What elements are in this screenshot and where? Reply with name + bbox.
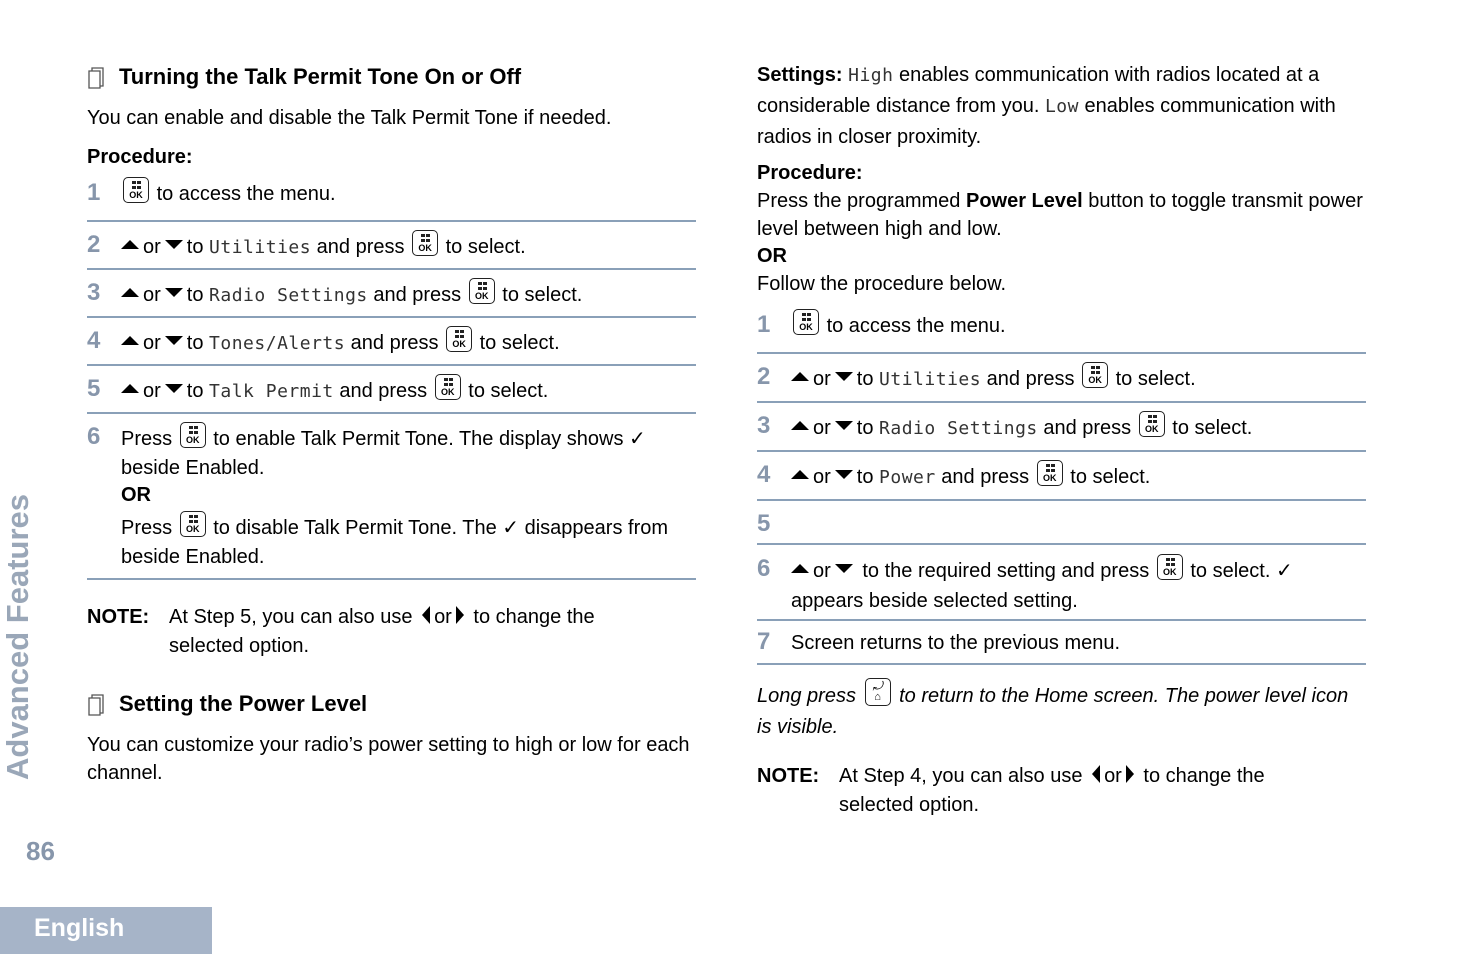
step-text: to select. ✓ appears beside selected setting. (791, 560, 1293, 612)
step-number: 2 (757, 363, 771, 390)
settings-paragraph (757, 60, 1366, 152)
up-arrow-icon (121, 384, 139, 393)
step-1 (757, 306, 1366, 354)
step-number: 1 (87, 179, 101, 206)
down-arrow-icon (165, 288, 183, 297)
step-3 (87, 270, 696, 318)
page-number: 86 (26, 836, 55, 866)
to-select-text: to select. (445, 236, 526, 258)
note-text: to change the selected option. (169, 606, 595, 657)
language-tab (0, 907, 212, 954)
down-arrow-icon (835, 421, 853, 430)
note-tag: NOTE: (87, 606, 150, 628)
or-text: or (143, 380, 161, 402)
setting-high: High (848, 65, 894, 86)
step-text: Screen returns to the previous menu. (791, 632, 1121, 654)
menu-ok-icon: OK (1139, 411, 1165, 437)
step-7 (757, 621, 1366, 665)
menu-item-name: Utilities (879, 369, 982, 390)
down-arrow-icon (165, 240, 183, 249)
menu-item-name: Power (879, 467, 936, 488)
step-5 (87, 366, 696, 414)
menu-ok-icon: OK (412, 230, 438, 256)
down-arrow-icon (835, 372, 853, 381)
or-text: or (813, 368, 831, 390)
note-left (87, 603, 696, 661)
menu-ok-icon: OK (469, 278, 495, 304)
instruction-text: button to toggle transmit power level between high and low. (757, 190, 1363, 240)
and-press-text: and press (339, 380, 428, 402)
step-number: 5 (87, 375, 101, 402)
up-arrow-icon (121, 240, 139, 249)
instruction-text: Press the programmed (757, 190, 961, 212)
power-level-heading (87, 691, 367, 717)
step-number: 3 (87, 279, 101, 306)
menu-ok-icon: OK (180, 511, 206, 537)
or-text: or (143, 236, 161, 258)
or-text: or (813, 417, 831, 439)
step-1 (87, 174, 696, 222)
right-steps (757, 306, 1366, 665)
left-arrow-icon (1092, 765, 1100, 783)
power-level-button-name: Power Level (965, 190, 1083, 212)
step-number: 7 (757, 628, 771, 655)
up-arrow-icon (791, 564, 809, 573)
or-label: OR (121, 484, 151, 506)
up-arrow-icon (121, 336, 139, 345)
menu-ok-icon: OK (180, 422, 206, 448)
note-text: At Step 5, you can also use (169, 606, 413, 628)
down-arrow-icon (165, 384, 183, 393)
press-text: Press (121, 517, 173, 539)
to-select-text: to select. (1172, 417, 1253, 439)
note-right (757, 762, 1366, 820)
step-4 (87, 318, 696, 366)
step-number: 6 (87, 423, 101, 450)
step-text: to the required setting and press (862, 560, 1150, 582)
to-text: to (186, 380, 204, 402)
step-number: 2 (87, 231, 101, 258)
enable-text: to enable Talk Permit Tone. The display shows ✓ beside Enabled. (121, 428, 646, 479)
step-3 (757, 403, 1366, 452)
menu-ok-icon: OK (446, 326, 472, 352)
to-text: to (856, 417, 874, 439)
step-2 (757, 354, 1366, 403)
and-press-text: and press (350, 332, 439, 354)
and-press-text: and press (1043, 417, 1132, 439)
step-6 (87, 414, 696, 580)
section-side-title: Advanced Features (0, 494, 35, 780)
to-select-text: to select. (1115, 368, 1196, 390)
up-arrow-icon (791, 421, 809, 430)
settings-text: enables communication with radios located at a considerable distance from you. (757, 64, 1320, 117)
step-number: 3 (757, 412, 771, 439)
step-text: to access the menu. (826, 315, 1006, 337)
to-select-text: to select. (479, 332, 560, 354)
menu-ok-icon: OK (435, 374, 461, 400)
menu-ok-icon: OK (1037, 460, 1063, 486)
and-press-text: and press (373, 284, 462, 306)
right-arrow-icon (456, 606, 464, 624)
to-select-text: to select. (1070, 466, 1151, 488)
power-level-instruction (757, 187, 1366, 243)
settings-text: enables communication with radios in closer proximity. (757, 95, 1336, 148)
language-label: English (34, 914, 125, 942)
follow-text: Follow the procedure below. (757, 273, 1007, 295)
up-arrow-icon (121, 288, 139, 297)
menu-item-name: Utilities (209, 237, 312, 258)
and-press-text: and press (986, 368, 1075, 390)
to-text: to (186, 236, 204, 258)
power-level-heading-text: Setting the Power Level (119, 691, 368, 716)
left-arrow-icon (422, 606, 430, 624)
note-tag: NOTE: (757, 765, 820, 787)
talk-permit-heading-text: Turning the Talk Permit Tone On or Off (119, 64, 522, 89)
step-number: 1 (757, 311, 771, 338)
long-press-paragraph (757, 678, 1366, 743)
power-level-intro: You can customize your radio’s power setting to high or low for each channel. (87, 734, 690, 784)
or-text: or (434, 606, 452, 628)
note-text: At Step 4, you can also use (839, 765, 1083, 787)
setting-low: Low (1044, 96, 1079, 117)
procedure-label: Procedure: (87, 146, 193, 168)
menu-item-name: Radio Settings (879, 418, 1038, 439)
step-2 (87, 222, 696, 270)
to-text: to (186, 284, 204, 306)
or-text: or (813, 466, 831, 488)
to-text: to (856, 466, 874, 488)
step-text: to access the menu. (156, 183, 336, 205)
disable-text: to disable Talk Permit Tone. The ✓ disappears from beside Enabled. (121, 517, 669, 568)
or-text: or (143, 332, 161, 354)
step-4 (757, 452, 1366, 501)
document-icon (87, 693, 105, 715)
menu-item-name: Radio Settings (209, 285, 368, 306)
or-label: OR (757, 245, 787, 267)
to-text: to (186, 332, 204, 354)
right-arrow-icon (1126, 765, 1134, 783)
down-arrow-icon (835, 564, 853, 573)
menu-item-name: Talk Permit (209, 381, 334, 402)
back-home-icon: ⤾ ⌂ (865, 678, 891, 706)
talk-permit-intro: You can enable and disable the Talk Permit Tone if needed. (87, 107, 612, 129)
talk-permit-heading (87, 64, 521, 90)
or-text: or (813, 560, 831, 582)
to-select-text: to select. (502, 284, 583, 306)
menu-item-name: Tones/Alerts (209, 333, 346, 354)
to-text: to (856, 368, 874, 390)
menu-ok-icon: OK (793, 309, 819, 335)
or-text: or (143, 284, 161, 306)
note-text: to change the selected option. (839, 765, 1265, 816)
procedure-label: Procedure: (757, 162, 863, 184)
settings-label: Settings: (757, 64, 843, 86)
down-arrow-icon (835, 470, 853, 479)
down-arrow-icon (165, 336, 183, 345)
document-icon (87, 66, 105, 88)
to-select-text: to select. (468, 380, 549, 402)
step-number: 6 (757, 555, 771, 582)
step-6 (757, 545, 1366, 621)
long-press-text: Long press (757, 685, 856, 707)
step-number: 4 (87, 327, 101, 354)
long-press-text: to return to the Home screen. The power level icon is visible. (757, 685, 1349, 738)
menu-ok-icon: OK (123, 177, 149, 203)
step-5 (757, 501, 1366, 545)
and-press-text: and press (941, 466, 1030, 488)
up-arrow-icon (791, 372, 809, 381)
or-text: or (1104, 765, 1122, 787)
left-steps (87, 174, 696, 580)
menu-ok-icon: OK (1157, 554, 1183, 580)
press-text: Press (121, 428, 173, 450)
up-arrow-icon (791, 470, 809, 479)
step-number: 4 (757, 461, 771, 488)
step-number: 5 (757, 510, 771, 537)
menu-ok-icon: OK (1082, 362, 1108, 388)
and-press-text: and press (316, 236, 405, 258)
